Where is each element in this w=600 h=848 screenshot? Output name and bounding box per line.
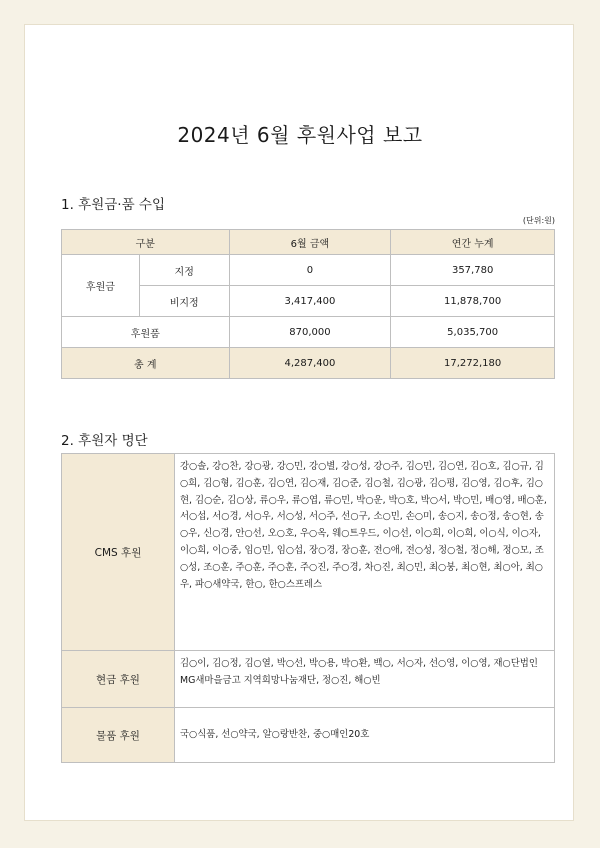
page-title: 2024년 6월 후원사업 보고 xyxy=(177,123,423,147)
total-cumulative: 17,272,180 xyxy=(391,348,555,379)
cms-names: 강○솔, 강○찬, 강○광, 강○민, 강○별, 강○성, 강○주, 김○민, 김○연, 김○호, 김○규, 김○희, 김○형, 김○훈, 김○연, 김○재, 김○준, 김○철, 김○광, 김○평, 김○영, 김○후, 김○현, 김○순, 김○상, 류○우, 류○엽, 류○민, 박○운, 박○호, 박○서, 박○민, 배○영, 배○훈, 서○섭, 서○경, 서○우, 서○성, 서○주, 선○구, 소○민, 손○미, 송○지, 송○정, 송○현, 송○우, 신○경, 안○선, 오○호, 우○옥, 웨○트우드, 이○선, 이○희, 이○희, 이○식, 이○자, 이○희, 이○중, 임○민, 임○섭, 장○경, 장○훈, 전○애, 전○성, 정○철, 정○해, 정○모, 조○성, 조○훈, 주○훈, 주○훈, 주○진, 주○경, 차○진, 최○민, 최○붕, 최○현, 최○아, 최○우, 파○새약국, 한○, 한○스프레스 xyxy=(175,454,555,651)
income-table xyxy=(61,229,555,379)
designated-june: 0 xyxy=(229,255,391,286)
cms-label: CMS 후원 xyxy=(62,454,175,651)
table-row-total xyxy=(62,348,555,379)
undesignated-label: 비지정 xyxy=(139,286,229,317)
donor-row-goods xyxy=(62,708,555,763)
header-category: 구분 xyxy=(62,230,230,255)
cash-names: 김○이, 김○정, 김○열, 박○선, 박○용, 박○환, 백○, 서○자, 선○영, 이○영, 재○단법인 MG새마을금고 지역희망나눔재단, 정○진, 해○빈 xyxy=(175,651,555,708)
designated-label: 지정 xyxy=(139,255,229,286)
undesignated-cumulative: 11,878,700 xyxy=(391,286,555,317)
table-row-designated xyxy=(62,255,555,286)
section-heading-donors: 2. 후원자 명단 xyxy=(61,433,148,449)
goods-label: 후원품 xyxy=(62,317,230,348)
goods-donor-label: 물품 후원 xyxy=(62,708,175,763)
undesignated-june: 3,417,400 xyxy=(229,286,391,317)
goods-donor-names: 국○식품, 선○약국, 알○랑반찬, 중○매인20호 xyxy=(175,708,555,763)
unit-label: (단위:원) xyxy=(522,216,555,225)
designated-cumulative: 357,780 xyxy=(391,255,555,286)
cash-label: 현금 후원 xyxy=(62,651,175,708)
donor-row-cash xyxy=(62,651,555,708)
total-label: 총 계 xyxy=(62,348,230,379)
fund-label: 후원금 xyxy=(62,255,140,317)
table-row-goods xyxy=(62,317,555,348)
header-june: 6월 금액 xyxy=(229,230,391,255)
goods-cumulative: 5,035,700 xyxy=(391,317,555,348)
section-heading-income: 1. 후원금·품 수입 xyxy=(61,197,165,213)
goods-june: 870,000 xyxy=(229,317,391,348)
donor-table xyxy=(61,453,555,763)
donor-row-cms xyxy=(62,454,555,651)
report-page xyxy=(24,24,574,821)
total-june: 4,287,400 xyxy=(229,348,391,379)
header-cumulative: 연간 누계 xyxy=(391,230,555,255)
income-table-header-row xyxy=(62,230,555,255)
